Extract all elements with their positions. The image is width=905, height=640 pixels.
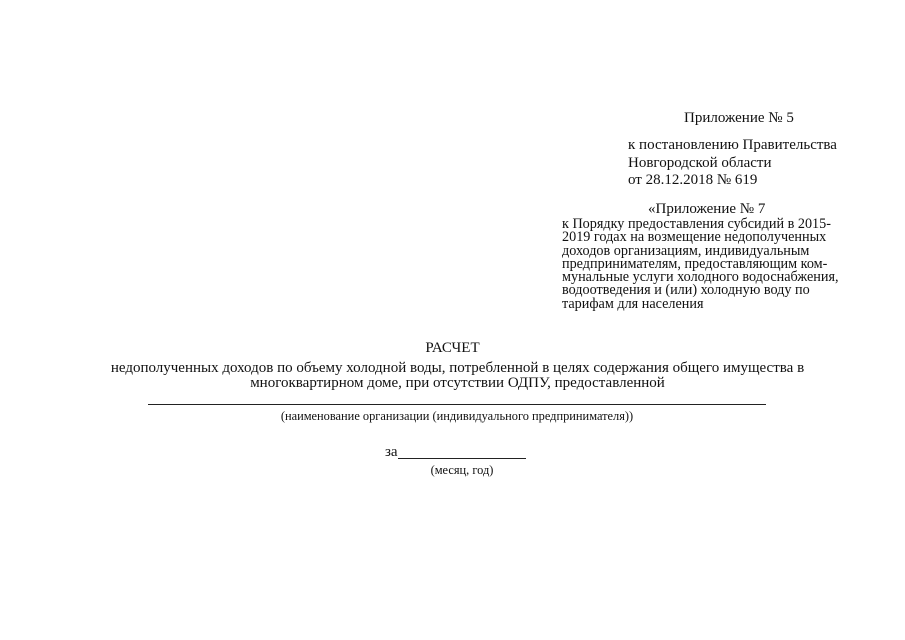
decree-line: к постановлению Правительства [628,137,837,153]
order-line: мунальные услуги холодного водоснабжения, [562,269,839,286]
document-title: РАСЧЕТ [425,340,480,356]
period-prefix: за [385,444,398,460]
organization-name-caption: (наименование организации (индивидуального предпринимателя)) [280,409,634,423]
document-subtitle [90,360,825,390]
order-reference [562,217,839,310]
order-line: к Порядку предоставления субсидий в 2015- [562,216,831,232]
appendix-number: Приложение № 5 [684,110,794,126]
decree-line: Новгородской области [628,154,772,171]
subtitle-line: недополученных доходов по объему холодной воды, потребленной в целях содержания общего имущества в [110,360,805,376]
order-line: доходов организациям, индивидуальным [562,242,810,259]
order-line: предпринимателям, предоставляющим ком- [562,255,828,272]
period-caption: (месяц, год) [430,463,494,477]
subtitle-line: многоквартирном доме, при отсутствии ОДПУ, предоставленной [250,375,665,391]
decree-reference [628,137,837,190]
period-line [398,458,526,459]
decree-line: от 28.12.2018 № 619 [628,172,758,188]
organization-name-line [148,404,766,405]
order-line: водоотведения и (или) холодную воду по [562,282,810,299]
order-line: 2019 годах на возмещение недополученных [562,229,827,246]
quoted-appendix-number: «Приложение № 7 [648,201,766,217]
order-line: тарифам для населения [562,295,704,312]
